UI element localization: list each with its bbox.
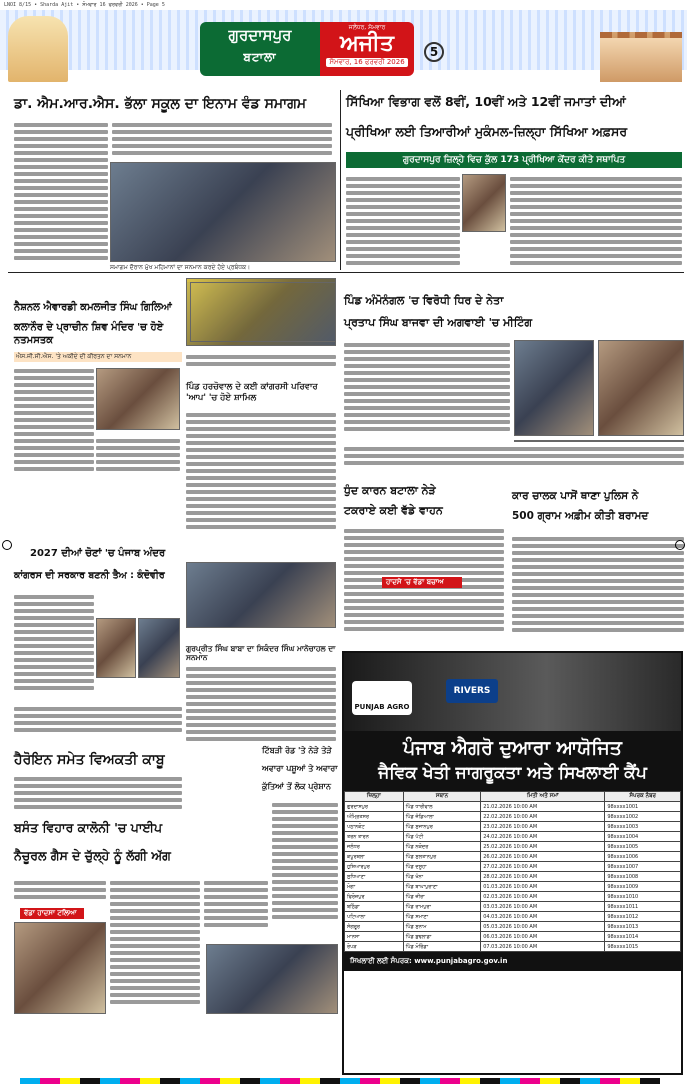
ad-table-cell: 01.03.2026 10:00 AM bbox=[481, 882, 605, 892]
ad-table-row bbox=[345, 872, 681, 882]
section-rule bbox=[8, 272, 684, 273]
ad-table-row bbox=[345, 942, 681, 952]
story4-text bbox=[186, 410, 336, 545]
ad-header-image bbox=[344, 653, 681, 731]
story12-headline-b: ਨੈਚੂਰਲ ਗੈਸ ਦੇ ਚੁੱਲ੍ਹੇ ਨੂੰ ਲੱਗੀ ਅੱਗ bbox=[14, 848, 171, 863]
edition-line2: ਬਟਾਲਾ bbox=[243, 50, 277, 64]
ad-table-cell: ਪਿੰਡ ਸੁਜਾਨਪੁਰ bbox=[403, 822, 481, 832]
city-line: ਜਲੰਧਰ, ਸੋਮਵਾਰ bbox=[348, 24, 386, 31]
ad-table-cell: ਪਿੰਡ ਖੰਨਾ bbox=[403, 872, 481, 882]
ad-table-cell: ਪਿੰਡ ਜੰਡਿਆਲਾ bbox=[403, 812, 481, 822]
story12-text-d bbox=[272, 800, 338, 940]
story5-text-b bbox=[344, 444, 684, 474]
story4-photo-shade bbox=[186, 282, 336, 346]
story8-portrait-b bbox=[138, 618, 180, 678]
story8-text-b bbox=[14, 704, 182, 742]
ad-table-cell: ਗੁਰਦਾਸਪੁਰ bbox=[345, 802, 404, 812]
ad-table-body bbox=[345, 802, 681, 952]
fort-illustration bbox=[600, 32, 682, 82]
ad-table-row bbox=[345, 832, 681, 842]
story1-text-top bbox=[112, 120, 332, 160]
ad-column-header: ਸਥਾਨ bbox=[403, 792, 481, 802]
ad-table-cell: 06.03.2026 10:00 AM bbox=[481, 932, 605, 942]
page-number: 5 bbox=[424, 42, 444, 62]
ad-table-cell: ਪਿੰਡ ਬੁਢਲਾਡਾ bbox=[403, 932, 481, 942]
story2-text-a bbox=[346, 174, 460, 268]
ad-table-cell: 98xxxx1002 bbox=[605, 812, 681, 822]
ad-table-row bbox=[345, 892, 681, 902]
story8-headline-b: ਕਾਂਗਰਸ ਦੀ ਸਰਕਾਰ ਬਣਨੀ ਤੈਅ : ਕੰਦੋਵੀਰ bbox=[14, 570, 165, 581]
ad-table-cell: ਪਿੰਡ ਨਕੋਦਰ bbox=[403, 842, 481, 852]
ad-table-cell: 03.03.2026 10:00 AM bbox=[481, 902, 605, 912]
story7-text bbox=[512, 534, 684, 646]
ad-table-cell: 23.02.2026 10:00 AM bbox=[481, 822, 605, 832]
ad-table-cell: ਪਿੰਡ ਦਸੂਹਾ bbox=[403, 862, 481, 872]
edition-line1: ਗੁਰਦਾਸਪੁਰ bbox=[228, 26, 292, 44]
ad-table-row bbox=[345, 852, 681, 862]
temple-illustration bbox=[8, 16, 68, 82]
print-meta-line: LNOI 8/15 • Sharda Ajit • ਸੋਮਵਾਰ 16 ਫਰਵਰੀ 2026 • Page 5 bbox=[4, 2, 165, 8]
ad-table-cell: ਪਿੰਡ ਜ਼ੀਰਾ bbox=[403, 892, 481, 902]
ad-column-header: ਸੰਪਰਕ ਨੰਬਰ bbox=[605, 792, 681, 802]
ad-table-cell: 04.03.2026 10:00 AM bbox=[481, 912, 605, 922]
issue-date: ਸੋਮਵਾਰ, 16 ਫਰਵਰੀ 2026 bbox=[326, 58, 408, 67]
ad-table-cell: ਪਿੰਡ ਮੋਰਿੰਡਾ bbox=[403, 942, 481, 952]
story2-portrait bbox=[462, 174, 506, 232]
ad-table-cell: ਪਿੰਡ ਸੁਨਾਮ bbox=[403, 922, 481, 932]
story7-headline-a: ਕਾਰ ਚਾਲਕ ਪਾਸੋਂ ਥਾਣਾ ਪੁਲਿਸ ਨੇ bbox=[512, 490, 639, 502]
ad-table-cell: 98xxxx1013 bbox=[605, 922, 681, 932]
ad-footer: ਸਿਖਲਾਈ ਲਈ ਸੰਪਰਕ: www.punjabagro.gov.in bbox=[344, 952, 681, 971]
story12-headline-a: ਬਸੰਤ ਵਿਹਾਰ ਕਾਲੋਨੀ 'ਚ ਪਾਈਪ bbox=[14, 820, 163, 835]
ad-table-cell: 98xxxx1011 bbox=[605, 902, 681, 912]
ad-table-cell: ਪਿੰਡ ਰਾਮਪੁਰਾ bbox=[403, 902, 481, 912]
story5-headline-b: ਪ੍ਰਤਾਪ ਸਿੰਘ ਬਾਜਵਾ ਦੀ ਅਗਵਾਈ 'ਚ ਮੀਟਿੰਗ bbox=[344, 316, 532, 329]
column-divider bbox=[340, 90, 341, 270]
story3-photo bbox=[96, 368, 180, 430]
story12-photo-a bbox=[14, 922, 106, 1014]
ad-title-line2: ਜੈਵਿਕ ਖੇਤੀ ਜਾਗਰੂਕਤਾ ਅਤੇ ਸਿਖਲਾਈ ਕੈਂਪ bbox=[378, 763, 647, 783]
ad-title-line1: ਪੰਜਾਬ ਐਗਰੋ ਦੁਆਰਾ ਆਯੋਜਿਤ bbox=[403, 737, 622, 759]
ad-table-cell: 05.03.2026 10:00 AM bbox=[481, 922, 605, 932]
ad-table-cell: 21.02.2026 10:00 AM bbox=[481, 802, 605, 812]
story5-photo-gap bbox=[514, 440, 684, 442]
ad-table-row bbox=[345, 932, 681, 942]
story5-text-a bbox=[344, 340, 510, 440]
story12-tag: ਵੱਡਾ ਹਾਦਸਾ ਟਲਿਆ bbox=[20, 908, 84, 919]
ad-table-cell: 02.03.2026 10:00 AM bbox=[481, 892, 605, 902]
story11-headline-c: ਕੁੱਤਿਆਂ ਤੋਂ ਲੋਕ ਪ੍ਰੇਸ਼ਾਨ bbox=[262, 782, 331, 791]
ad-table-cell: 07.03.2026 10:00 AM bbox=[481, 942, 605, 952]
ad-table-row bbox=[345, 912, 681, 922]
ad-table-cell: 25.02.2026 10:00 AM bbox=[481, 842, 605, 852]
story9-photo bbox=[186, 562, 336, 628]
story12-text-b bbox=[110, 878, 200, 1018]
ad-table-cell: ਪਿੰਡ ਪੱਟੀ bbox=[403, 832, 481, 842]
ad-schedule-table bbox=[344, 791, 681, 952]
story11-headline-b: ਅਵਾਰਾ ਪਸ਼ੂਆਂ ਤੇ ਅਵਾਰਾ bbox=[262, 764, 338, 773]
story12-text-a bbox=[14, 878, 106, 908]
ad-table-row bbox=[345, 862, 681, 872]
ad-table-cell: 24.02.2026 10:00 AM bbox=[481, 832, 605, 842]
ad-table-cell: 22.02.2026 10:00 AM bbox=[481, 812, 605, 822]
story10-headline: ਹੈਰੋਇਨ ਸਮੇਤ ਵਿਅਕਤੀ ਕਾਬੂ bbox=[14, 752, 165, 768]
ad-partner-logo: RIVERS bbox=[446, 679, 498, 703]
ad-table-cell: 98xxxx1010 bbox=[605, 892, 681, 902]
story2-headline-b: ਪ੍ਰੀਖਿਆ ਲਈ ਤਿਆਰੀਆਂ ਮੁਕੰਮਲ-ਜ਼ਿਲ੍ਹਾ ਸਿੱਖਿਆ ਅਫ਼ਸਰ bbox=[346, 124, 628, 139]
ad-table-cell: ਪਟਿਆਲਾ bbox=[345, 912, 404, 922]
ad-table-cell: ਬਠਿੰਡਾ bbox=[345, 902, 404, 912]
ad-table-cell: 27.02.2026 10:00 AM bbox=[481, 862, 605, 872]
story3-text-b bbox=[96, 436, 180, 476]
registration-mark-left bbox=[2, 540, 12, 550]
ad-brand-logo: PUNJAB AGRO bbox=[352, 681, 412, 715]
ad-table-cell: 98xxxx1012 bbox=[605, 912, 681, 922]
ad-table-row bbox=[345, 822, 681, 832]
ad-table-cell: ਰੋਪੜ bbox=[345, 942, 404, 952]
story1-headline: ਡਾ. ਐਮ.ਆਰ.ਐਸ. ਭੱਲਾ ਸਕੂਲ ਦਾ ਇਨਾਮ ਵੰਡ ਸਮਾਗਮ bbox=[14, 96, 307, 112]
story3-headline-a: ਨੈਸ਼ਨਲ ਐਵਾਰਡੀ ਕਮਲਜੀਤ ਸਿੰਘ ਗਿਲਿਆਂ bbox=[14, 302, 172, 313]
ad-table-cell: ਅੰਮ੍ਰਿਤਸਰ bbox=[345, 812, 404, 822]
ad-table-cell: ਲੁਧਿਆਣਾ bbox=[345, 872, 404, 882]
ad-table-row bbox=[345, 922, 681, 932]
story9-text bbox=[186, 664, 336, 756]
ad-table-cell: ਮੋਗਾ bbox=[345, 882, 404, 892]
ad-table-row bbox=[345, 842, 681, 852]
ad-table-row bbox=[345, 902, 681, 912]
story6-headline-b: ਟਕਰਾਏ ਕਈ ਵੱਡੇ ਵਾਹਨ bbox=[344, 504, 443, 517]
ad-table-cell: 98xxxx1015 bbox=[605, 942, 681, 952]
ad-table-cell: ਪਠਾਨਕੋਟ bbox=[345, 822, 404, 832]
ad-table-cell: 98xxxx1014 bbox=[605, 932, 681, 942]
ad-table-cell: 98xxxx1007 bbox=[605, 862, 681, 872]
story1-photo bbox=[110, 162, 336, 262]
story5-headline-a: ਪਿੰਡ ਅੰਮੋਨੰਗਲ 'ਚ ਵਿਰੋਧੀ ਧਿਰ ਦੇ ਨੇਤਾ bbox=[344, 294, 504, 307]
story2-strip: ਗੁਰਦਾਸਪੁਰ ਜ਼ਿਲ੍ਹੇ ਵਿਚ ਕੁੱਲ 173 ਪ੍ਰੀਖਿਆ ਕੇਂਦਰ ਕੀਤੇ ਸਥਾਪਿਤ bbox=[346, 152, 682, 168]
edition-block bbox=[200, 22, 320, 76]
punjab-agro-advertisement bbox=[342, 651, 683, 1075]
ad-table-cell: ਮਾਨਸਾ bbox=[345, 932, 404, 942]
story6-headline-a: ਧੁੰਦ ਕਾਰਨ ਬਟਾਲਾ ਨੇੜੇ bbox=[344, 484, 436, 497]
story8-portrait-a bbox=[96, 618, 136, 678]
story3-text bbox=[14, 366, 94, 476]
newspaper-title: ਅਜੀਤ bbox=[340, 31, 394, 56]
story4-headline: ਪਿੰਡ ਹਰਚੋਵਾਲ ਦੇ ਕਈ ਕਾਂਗਰਸੀ ਪਰਿਵਾਰ 'ਆਪ' 'ਚ ਹੋਏ ਸ਼ਾਮਿਲ bbox=[186, 382, 318, 403]
ad-table-cell: 98xxxx1008 bbox=[605, 872, 681, 882]
ad-banner bbox=[344, 731, 681, 791]
ad-table-cell: 98xxxx1003 bbox=[605, 822, 681, 832]
story12-text-c bbox=[204, 878, 268, 938]
ad-table-cell: 98xxxx1004 bbox=[605, 832, 681, 842]
ad-table-cell: ਜਲੰਧਰ bbox=[345, 842, 404, 852]
story9-caption: ਗੁਰਪ੍ਰੀਤ ਸਿੰਘ ਬਾਬਾ ਦਾ ਸਿਕੰਦਰ ਸਿੰਘ ਮਾਨੋਚਾਹਲ ਦਾ ਸਨਮਾਨ bbox=[186, 644, 336, 663]
ad-table-header bbox=[345, 792, 681, 802]
ad-table-cell: ਕਪੂਰਥਲਾ bbox=[345, 852, 404, 862]
story3-caption: ਐਸ.ਜੀ.ਸੀ.ਐਸ. 'ਤੇ ਅਕੀਦੇ ਦੀ ਕੀਰਤਨ ਦਾ ਸਨਮਾਨ bbox=[14, 352, 182, 362]
ad-table-cell: 98xxxx1001 bbox=[605, 802, 681, 812]
story4-caption-text bbox=[186, 352, 336, 372]
ad-table-cell: ਪਿੰਡ ਸਮਾਣਾ bbox=[403, 912, 481, 922]
story5-photo-a bbox=[514, 340, 594, 436]
title-block bbox=[320, 22, 414, 76]
story2-text-b bbox=[510, 174, 682, 268]
ad-column-header: ਜ਼ਿਲ੍ਹਾ bbox=[345, 792, 404, 802]
story11-headline-a: ਟਿੱਬੜੀ ਰੋਡ 'ਤੇ ਨੇੜੇ ਤੇੜੇ bbox=[262, 746, 332, 755]
ad-table-cell: ਹੁਸ਼ਿਆਰਪੁਰ bbox=[345, 862, 404, 872]
story6-tag: ਹਾਦਸੇ 'ਚ ਵੱਡਾ ਬਚਾਅ bbox=[382, 577, 462, 588]
ad-table-cell: 26.02.2026 10:00 AM bbox=[481, 852, 605, 862]
story8-text bbox=[14, 592, 94, 702]
ad-table-cell: 98xxxx1006 bbox=[605, 852, 681, 862]
ad-table-cell: 98xxxx1009 bbox=[605, 882, 681, 892]
story2-headline-a: ਸਿੱਖਿਆ ਵਿਭਾਗ ਵਲੋਂ 8ਵੀਂ, 10ਵੀਂ ਅਤੇ 12ਵੀਂ ਜਮਾਤਾਂ ਦੀਆਂ bbox=[346, 94, 626, 109]
ad-table-cell: ਤਰਨ ਤਾਰਨ bbox=[345, 832, 404, 842]
ad-table-row bbox=[345, 802, 681, 812]
story10-text bbox=[14, 774, 182, 820]
story8-headline-a: 2027 ਦੀਆਂ ਚੋਣਾਂ 'ਚ ਪੰਜਾਬ ਅੰਦਰ bbox=[30, 548, 166, 559]
ad-table-cell: ਪਿੰਡ ਸੁਲਤਾਨਪੁਰ bbox=[403, 852, 481, 862]
story7-headline-b: 500 ਗ੍ਰਾਮ ਅਫ਼ੀਮ ਕੀਤੀ ਬਰਾਮਦ bbox=[512, 510, 649, 522]
color-bar bbox=[20, 1078, 660, 1084]
ad-column-header: ਮਿਤੀ ਅਤੇ ਸਮਾਂ bbox=[481, 792, 605, 802]
ad-table-row bbox=[345, 812, 681, 822]
ad-table-cell: ਪਿੰਡ ਬਾਘਾਪੁਰਾਣਾ bbox=[403, 882, 481, 892]
ad-table-cell: ਸੰਗਰੂਰ bbox=[345, 922, 404, 932]
ad-table-cell: 98xxxx1005 bbox=[605, 842, 681, 852]
ad-table-cell: 28.02.2026 10:00 AM bbox=[481, 872, 605, 882]
story12-photo-b bbox=[206, 944, 338, 1014]
story1-text bbox=[14, 120, 108, 265]
story5-photo-b bbox=[598, 340, 684, 436]
ad-table-row bbox=[345, 882, 681, 892]
story1-caption: ਸਮਾਗਮ ਦੌਰਾਨ ਮੁੱਖ ਮਹਿਮਾਨਾਂ ਦਾ ਸਨਮਾਨ ਕਰਦੇ ਹੋਏ ਪ੍ਰਬੰਧਕ। bbox=[110, 264, 336, 272]
registration-mark-right bbox=[675, 540, 685, 550]
ad-table-cell: ਫਿਰੋਜ਼ਪੁਰ bbox=[345, 892, 404, 902]
story3-headline-b: ਕਲਾਨੌਰ ਦੇ ਪ੍ਰਾਚੀਨ ਸ਼ਿਵ ਮੰਦਿਰ 'ਚ ਹੋਏ ਨਤਮਸਤਕ bbox=[14, 322, 164, 346]
ad-table-cell: ਪਿੰਡ ਧਾਰੀਵਾਲ bbox=[403, 802, 481, 812]
